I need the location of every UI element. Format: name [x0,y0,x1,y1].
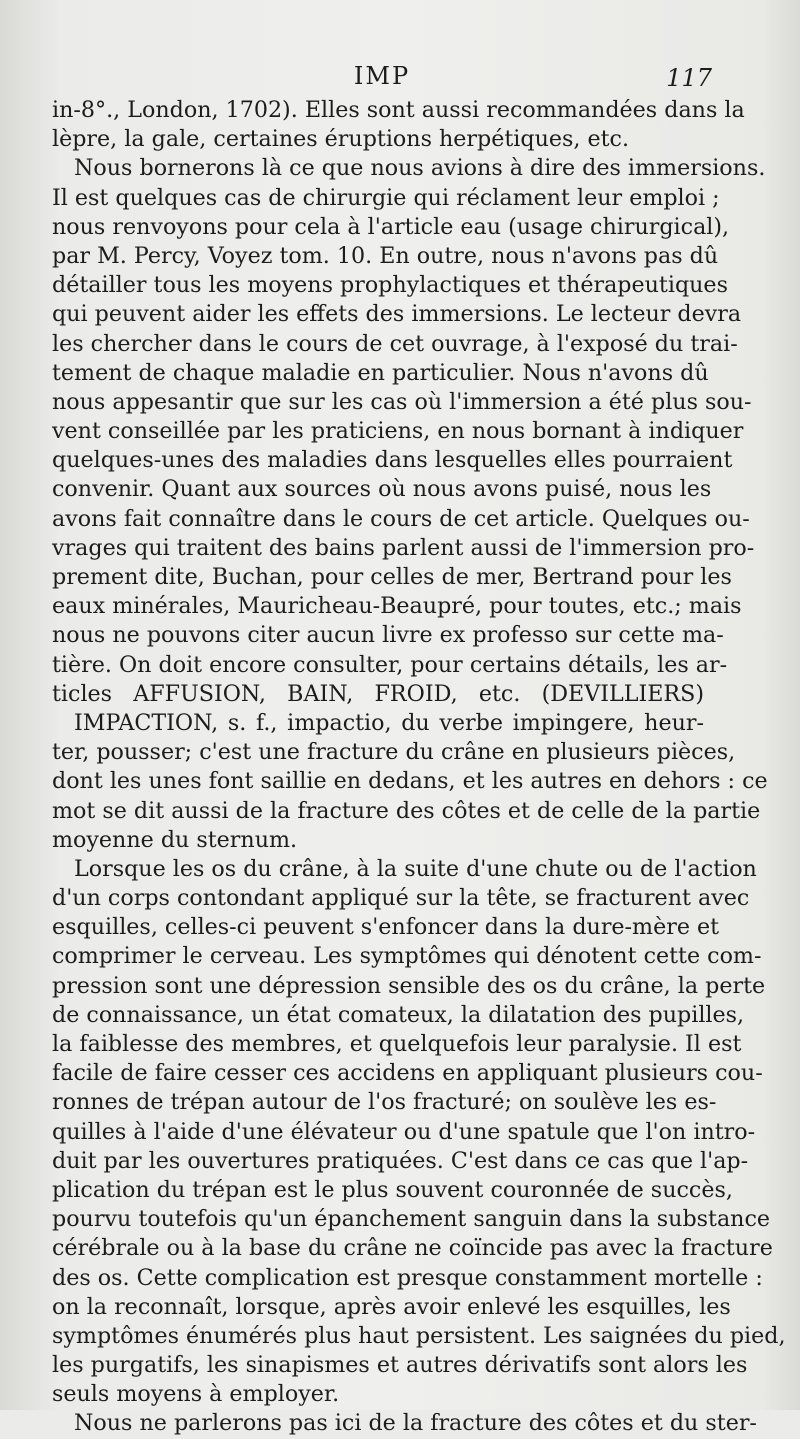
text-line: quelques-unes des maladies dans lesquelles elles pourraient [52,447,733,474]
text-line: pression sont une dépression sensible des os du crâne, la perte [52,972,766,999]
text-line: IMPACTION, s. f., impactio, du verbe impingere, heur- [74,709,704,736]
text-line: nous appesantir que sur les cas où l'immersion a été plus sou- [52,388,752,415]
text-line: quilles à l'aide d'une élévateur ou d'une spatule que l'on intro- [52,1118,756,1145]
text-line: pourvu toutefois qu'un épanchement sanguin dans la substance [52,1206,771,1233]
page-header [52,62,712,96]
text-line: vrages qui traitent des bains parlent aussi de l'immersion pro- [52,534,755,561]
page-number: 117 [666,64,712,92]
text-line: ticles AFFUSION, BAIN, FROID, etc. (DEVILLIERS) [52,680,704,707]
text-line: des os. Cette complication est presque constamment mortelle : [52,1264,763,1291]
text-line: symptômes énumérés plus haut persistent. Les saignées du pied, [52,1322,786,1349]
running-head: IMP [353,62,411,90]
text-line: convenir. Quant aux sources où nous avons puisé, nous les [52,476,712,503]
text-line: d'un corps contondant appliqué sur la tête, se fracturent avec [52,885,750,912]
text-line: détailler tous les moyens prophylactiques et thérapeutiques [52,272,728,299]
text-line: facile de faire cesser ces accidens en appliquant plusieurs cou- [52,1060,763,1087]
text-line: avons fait connaître dans le cours de cet article. Quelques ou- [52,505,750,532]
text-line: qui peuvent aider les effets des immersions. Le lecteur devra [52,301,742,328]
text-line: duit par les ouvertures pratiquées. C'est dans ce cas que l'ap- [52,1147,749,1174]
text-line: nous renvoyons pour cela à l'article eau (usage chirurgical), [52,213,730,240]
text-line: Nous bornerons là ce que nous avions à dire des immersions. [74,155,766,182]
text-line: esquilles, celles-ci peuvent s'enfoncer dans la dure-mère et [52,914,720,941]
text-line: cérébrale ou à la base du crâne ne coïncide pas avec la fracture [52,1235,773,1262]
text-line: les purgatifs, les sinapismes et autres dérivatifs sont alors les [52,1352,748,1379]
text-line: de connaissance, un état comateux, la dilatation des pupilles, [52,1001,745,1028]
text-line: on la reconnaît, lorsque, après avoir enlevé les esquilles, les [52,1293,731,1320]
text-line: comprimer le cerveau. Les symptômes qui dénotent cette com- [52,943,762,970]
text-line: par M. Percy, Voyez tom. 10. En outre, nous n'avons pas dû [52,242,719,269]
text-line: ter, pousser; c'est une fracture du crâne en plusieurs pièces, [52,739,736,766]
text-line: eaux minérales, Mauricheau-Beaupré, pour toutes, etc.; mais [52,593,742,620]
text-line: lèpre, la gale, certaines éruptions herpétiques, etc. [52,126,630,153]
text-line: mot se dit aussi de la fracture des côtes et de celle de la partie [52,797,761,824]
text-line: plication du trépan est le plus souvent couronnée de succès, [52,1176,733,1203]
text-line: in-8°., London, 1702). Elles sont aussi recommandées dans la [52,97,745,123]
text-line: la faiblesse des membres, et quelquefois leur paralysie. Il est [52,1031,742,1057]
text-line: nous ne pouvons citer aucun livre ex professo sur cette ma- [52,622,724,649]
text-line: Lorsque les os du crâne, à la suite d'une chute ou de l'action [74,855,757,882]
text-line: Il est quelques cas de chirurgie qui réclament leur emploi ; [52,184,720,211]
text-line: les chercher dans le cours de cet ouvrage, à l'exposé du trai- [52,330,738,357]
body-text [52,96,786,1439]
text-line: dont les unes font saillie en dedans, et les autres en dehors : ce [52,768,768,795]
text-line: prement dite, Buchan, pour celles de mer, Bertrand pour les [52,564,732,590]
text-line: vent conseillée par les praticiens, en nous bornant à indiquer [52,418,744,445]
text-line: moyenne du sternum. [52,826,298,853]
text-line: ronnes de trépan autour de l'os fracturé; on soulève les es- [52,1089,717,1116]
text-line: tement de chaque maladie en particulier. Nous n'avons dû [52,359,709,386]
text-line: tière. On doit encore consulter, pour certains détails, les ar- [52,651,728,678]
text-line: Nous ne parlerons pas ici de la fracture des côtes et du ster- [74,1410,757,1437]
text-line: seuls moyens à employer. [52,1381,340,1408]
